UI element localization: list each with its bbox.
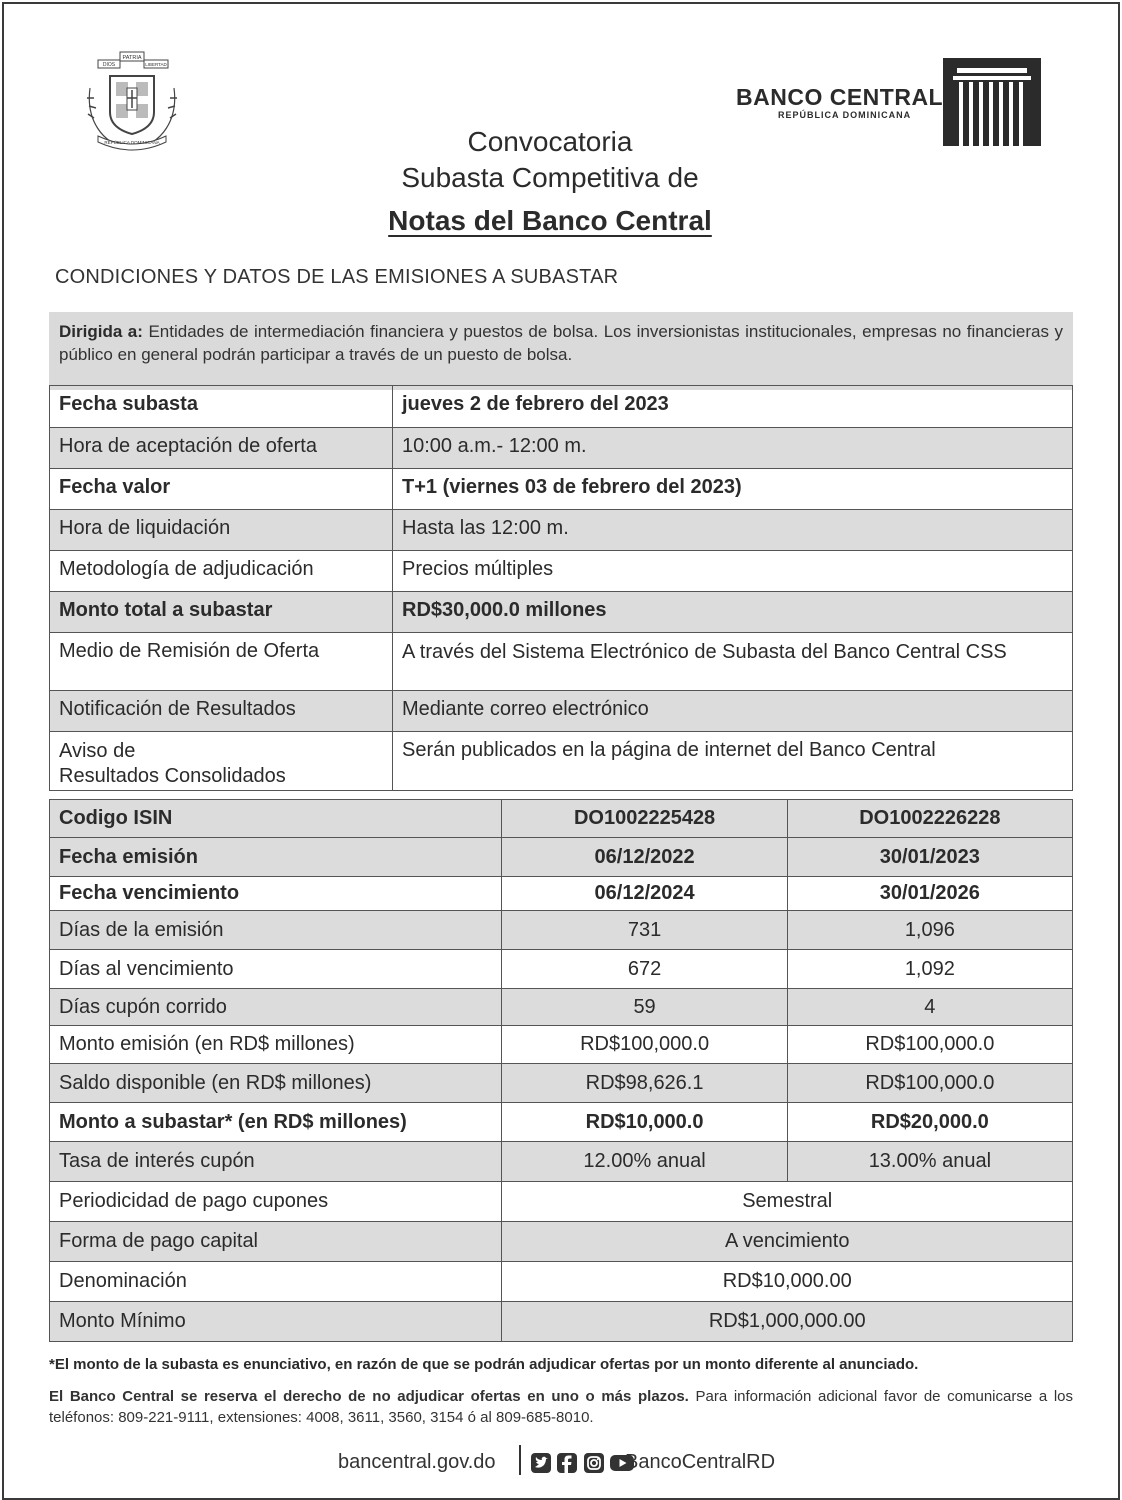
conditions-table <box>49 385 1073 791</box>
footnote-contact <box>49 1386 1073 1428</box>
table-row <box>50 428 1073 469</box>
seal-motto-right: LIBERTAD <box>145 62 167 67</box>
emission-label: Fecha vencimiento <box>50 877 502 911</box>
seal-motto-bottom: REPÚBLICA DOMINICANA <box>104 140 160 145</box>
section-title: CONDICIONES Y DATOS DE LAS EMISIONES A SUBASTAR <box>55 266 619 288</box>
condition-value: T+1 (viernes 03 de febrero del 2023) <box>393 469 1073 510</box>
emission-label: Forma de pago capital <box>50 1222 502 1262</box>
table-row <box>50 1222 1073 1262</box>
footer-divider <box>519 1445 521 1475</box>
table-row <box>50 877 1073 911</box>
emission-label: Fecha emisión <box>50 838 502 877</box>
title-subasta: Subasta Competitiva de <box>401 162 699 193</box>
table-row <box>50 1103 1073 1142</box>
table-row <box>50 386 1073 428</box>
emission-label: Monto a subastar* (en RD$ millones) <box>50 1103 502 1142</box>
footnote-contact-info: Para información adicional favor de comunicarse a los teléfonos: 809-221-9111, extensiones: 4008, 3611, 3560, 3154 ó al 809-685-8010. <box>49 1388 1073 1426</box>
footer <box>0 1441 1122 1481</box>
table-row <box>50 838 1073 877</box>
condition-label: Medio de Remisión de Oferta <box>50 633 393 691</box>
emission-value-a: DO1002225428 <box>502 800 787 838</box>
table-row <box>50 1142 1073 1182</box>
table-row <box>50 1064 1073 1103</box>
emission-value-a: 731 <box>502 911 787 950</box>
condition-label: Hora de aceptación de oferta <box>50 428 393 469</box>
condition-label: Monto total a subastar <box>50 592 393 633</box>
condition-label: Fecha valor <box>50 469 393 510</box>
condition-value: RD$30,000.0 millones <box>393 592 1073 633</box>
social-icons <box>531 1453 636 1478</box>
emission-value-b: RD$100,000.0 <box>787 1026 1072 1064</box>
table-row <box>50 989 1073 1026</box>
emission-value-b: RD$20,000.0 <box>787 1103 1072 1142</box>
table-row <box>50 1182 1073 1222</box>
directed-label: Dirigida a: <box>59 322 143 341</box>
twitter-icon[interactable] <box>531 1453 551 1478</box>
emission-value-a: RD$98,626.1 <box>502 1064 787 1103</box>
seal-motto-top: PATRIA <box>122 55 142 61</box>
condition-label: Fecha subasta <box>50 386 393 428</box>
emission-value-b: 1,092 <box>787 950 1072 989</box>
title-convocatoria: Convocatoria <box>467 126 633 157</box>
table-row <box>50 551 1073 592</box>
condition-value: jueves 2 de febrero del 2023 <box>393 386 1073 428</box>
emission-label: Monto Mínimo <box>50 1302 502 1342</box>
emission-value: A vencimiento <box>502 1222 1073 1262</box>
website-link[interactable]: bancentral.gov.do <box>338 1451 496 1473</box>
emission-value-a: 672 <box>502 950 787 989</box>
emission-value-a: 12.00% anual <box>502 1142 787 1182</box>
condition-value: Hasta las 12:00 m. <box>393 510 1073 551</box>
table-row <box>50 911 1073 950</box>
directed-to-box <box>49 312 1073 390</box>
emission-value-b: 30/01/2026 <box>787 877 1072 911</box>
emissions-table <box>49 799 1073 1342</box>
emission-label: Codigo ISIN <box>50 800 502 838</box>
table-row <box>50 1262 1073 1302</box>
footnote-reserve-right: El Banco Central se reserva el derecho de no adjudicar ofertas en uno o más plazos. <box>49 1388 689 1405</box>
facebook-icon[interactable] <box>557 1453 577 1478</box>
emission-value: RD$10,000.00 <box>502 1262 1073 1302</box>
emission-value-a: 59 <box>502 989 787 1026</box>
emission-value-a: RD$100,000.0 <box>502 1026 787 1064</box>
condition-value: Precios múltiples <box>393 551 1073 592</box>
emission-value: Semestral <box>502 1182 1073 1222</box>
condition-label: Metodología de adjudicación <box>50 551 393 592</box>
title-notas: Notas del Banco Central <box>388 205 712 236</box>
condition-label: Hora de liquidación <box>50 510 393 551</box>
emission-label: Días de la emisión <box>50 911 502 950</box>
table-row <box>50 469 1073 510</box>
emission-value-b: 13.00% anual <box>787 1142 1072 1182</box>
emission-label: Días al vencimiento <box>50 950 502 989</box>
directed-text: Entidades de intermediación financiera y puestos de bolsa. Los inversionistas institucionales, empresas no financieras y público en general podrán participar a través de un puesto de bolsa. <box>59 322 1063 364</box>
emission-value-b: 4 <box>787 989 1072 1026</box>
emission-value-b: DO1002226228 <box>787 800 1072 838</box>
table-row <box>50 633 1073 691</box>
footnote-auction-amount: *El monto de la subasta es enunciativo, en razón de que se podrán adjudicar ofertas por un monto diferente al anunciado. <box>49 1356 919 1373</box>
logo-name: BANCO CENTRAL <box>736 84 944 110</box>
instagram-icon[interactable] <box>584 1453 604 1478</box>
table-row <box>50 510 1073 551</box>
condition-value: Mediante correo electrónico <box>393 691 1073 732</box>
emission-value-a: 06/12/2022 <box>502 838 787 877</box>
seal-motto-left: DIOS <box>102 62 116 68</box>
emission-value: RD$1,000,000.00 <box>502 1302 1073 1342</box>
emission-label: Saldo disponible (en RD$ millones) <box>50 1064 502 1103</box>
emission-value-b: 1,096 <box>787 911 1072 950</box>
emission-label: Denominación <box>50 1262 502 1302</box>
table-row <box>50 1026 1073 1064</box>
social-handle[interactable]: BancoCentralRD <box>625 1451 776 1473</box>
emission-value-b: 30/01/2023 <box>787 838 1072 877</box>
emission-label: Monto emisión (en RD$ millones) <box>50 1026 502 1064</box>
condition-value: A través del Sistema Electrónico de Subasta del Banco Central CSS <box>393 633 1073 691</box>
condition-label: Notificación de Resultados <box>50 691 393 732</box>
emission-value-b: RD$100,000.0 <box>787 1064 1072 1103</box>
condition-value: 10:00 a.m.- 12:00 m. <box>393 428 1073 469</box>
condition-label: Aviso de Resultados Consolidados <box>50 732 393 791</box>
table-row <box>50 800 1073 838</box>
table-row <box>50 1302 1073 1342</box>
emission-label: Días cupón corrido <box>50 989 502 1026</box>
logo-subtitle: REPÚBLICA DOMINICANA <box>778 110 912 120</box>
table-row <box>50 592 1073 633</box>
emission-value-a: 06/12/2024 <box>502 877 787 911</box>
emission-label: Periodicidad de pago cupones <box>50 1182 502 1222</box>
emission-label: Tasa de interés cupón <box>50 1142 502 1182</box>
emission-value-a: RD$10,000.0 <box>502 1103 787 1142</box>
table-row <box>50 691 1073 732</box>
table-row <box>50 950 1073 989</box>
condition-value: Serán publicados en la página de internet del Banco Central <box>393 732 1073 791</box>
table-row <box>50 732 1073 791</box>
